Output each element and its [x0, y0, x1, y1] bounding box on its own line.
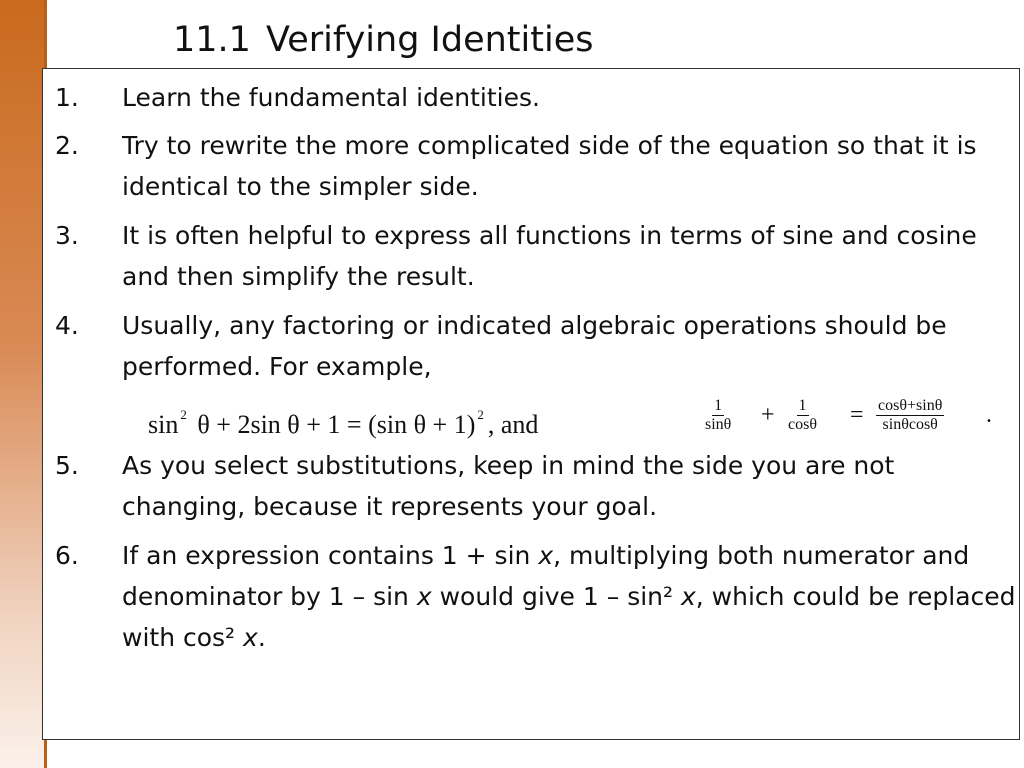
item-number: 2. [55, 131, 79, 160]
item-text: It is often helpful to express all functions in terms of sine and cosine and then simplify the result. [122, 221, 977, 291]
plus-sign: + [761, 402, 775, 428]
item-number: 4. [55, 311, 79, 340]
accent-bar [0, 0, 47, 768]
fraction-1: $\frac{1}{\sin\theta}$ [705, 397, 732, 433]
item-number: 1. [55, 83, 79, 112]
item-number: 6. [55, 541, 79, 570]
item-number: 5. [55, 451, 79, 480]
section-number: 11.1 [173, 20, 251, 60]
fraction-2: $\frac{1}{\cos\theta}$ [788, 397, 817, 433]
example-equation [148, 395, 992, 443]
equation-left: sin $^2$ θ + 2sin θ + 1 = (sin θ + 1) $^2$ , and [148, 407, 539, 439]
slide-title [173, 18, 593, 62]
content-box [42, 68, 1020, 740]
item-text: Try to rewrite the more complicated side of the equation so that it is identical to the simpler side. [122, 131, 977, 201]
equation-period: . [986, 402, 992, 428]
item-text: As you select substitutions, keep in mind the side you are not changing, because it represents your goal. [122, 451, 895, 521]
item-text: Learn the fundamental identities. [122, 83, 540, 112]
item-number: 3. [55, 221, 79, 250]
item-text: Usually, any factoring or indicated algebraic operations should be performed. For example, [122, 311, 947, 381]
item-text: If an expression contains 1 + sin x, multiplying both numerator and denominator by 1 – sin x would give 1 – sin² x, which could be replaced with cos² x. [122, 541, 1016, 652]
fraction-3: $\frac{\cos\theta+\sin\theta}{\sin\theta\cos\theta}$ [878, 397, 943, 433]
title-text: Verifying Identities [266, 20, 594, 60]
equals-sign: = [850, 402, 864, 428]
